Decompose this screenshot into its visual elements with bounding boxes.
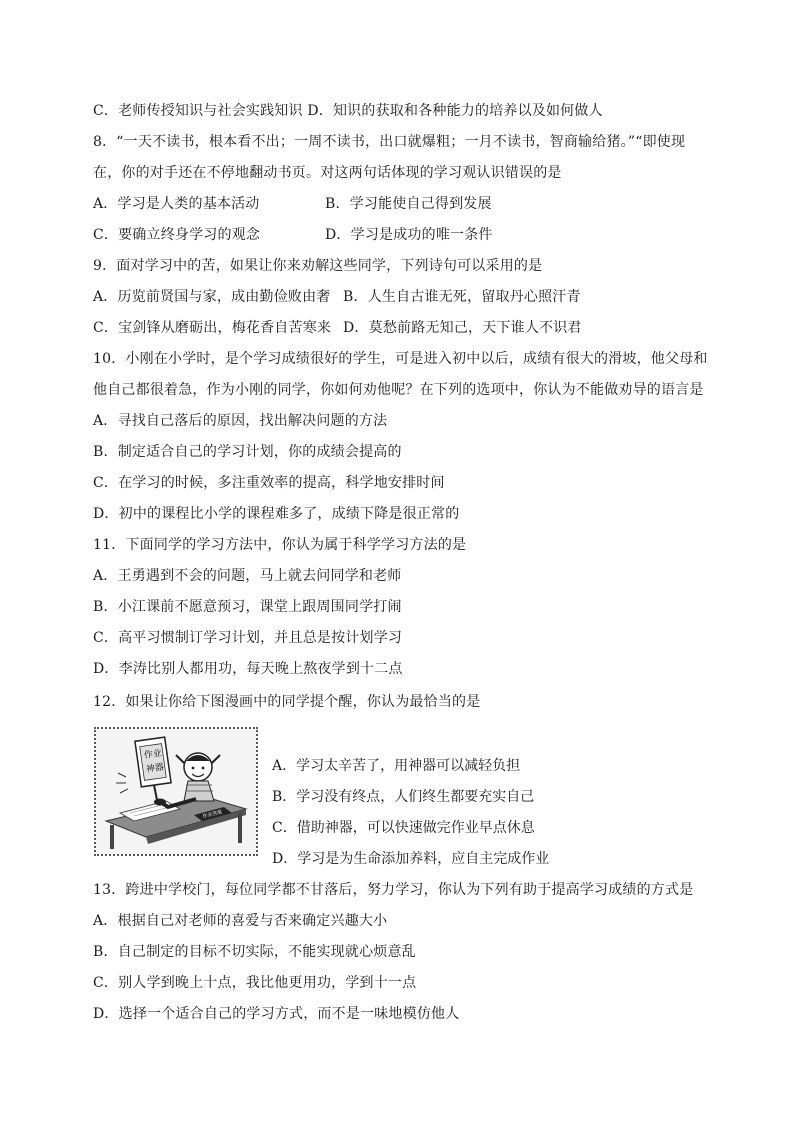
option-a: A．根据自己对老师的喜爱与否来确定兴趣大小	[93, 913, 388, 929]
option-c: C．宝剑锋从磨砺出，梅花香自苦寒来	[93, 320, 332, 336]
question-10-stem-line-1: 10．小刚在小学时，是个学习成绩很好的学生，可是进入初中以后，成绩有很大的滑坡，他父母和	[93, 351, 708, 367]
option-d: D．学习是成功的唯一条件	[325, 227, 493, 243]
option-a: A．学习是人类的基本活动	[93, 196, 260, 212]
question-9-options-row-1	[93, 287, 581, 307]
option-b: B．小江课前不愿意预习，课堂上跟周围同学打闹	[93, 599, 402, 615]
text-line: C．老师传授知识与社会实践知识 D．知识的获取和各种能力的培养以及如何做人	[93, 103, 603, 119]
cartoon-drawing	[96, 729, 256, 854]
option-c: C．在学习的时候，多注重效率的提高，科学地安排时间	[93, 475, 445, 491]
option-d: D．李涛比别人都用功，每天晚上熬夜学到十二点	[93, 661, 403, 677]
option-d: D．选择一个适合自己的学习方式，而不是一味地模仿他人	[93, 1006, 460, 1022]
book-label: 作业答案	[202, 809, 223, 820]
option-c: C．别人学到晚上十点，我比他更用功，学到十一点	[93, 975, 417, 991]
sign-label-line-1: 作业	[143, 748, 163, 762]
option-a: A．寻找自己落后的原因，找出解决问题的方法	[93, 413, 388, 429]
option-b: B．学习能使自己得到发展	[325, 196, 492, 212]
question-9-stem: 9．面对学习中的苦，如果让你来劝解这些同学，下列诗句可以采用的是	[93, 258, 543, 274]
question-8-stem-line-2: 在，你的对手还在不停地翻动书页。对这两句话体现的学习观认识错误的是	[93, 165, 562, 181]
option-a: A．历览前贤国与家，成由勤俭败由奢	[93, 289, 331, 305]
q12-option-a: A．学习太辛苦了，用神器可以减轻负担	[272, 758, 521, 774]
question-9-options-row-2	[93, 318, 582, 338]
option-c: C．要确立终身学习的观念	[93, 227, 261, 243]
cartoon-image	[94, 727, 258, 856]
option-d: D．莫愁前路无知己，天下谁人不识君	[343, 320, 582, 336]
question-13-stem: 13．跨进中学校门，每位同学都不甘落后，努力学习，你认为下列有助于提高学习成绩的方式是	[93, 882, 694, 898]
option-c: C．高平习惯制订学习计划，并且总是按计划学习	[93, 630, 403, 646]
option-d: D．初中的课程比小学的课程难多了，成绩下降是很正常的	[93, 506, 460, 522]
question-8-stem-line-1: 8．“一天不读书，根本看不出；一周不读书，出口就爆粗；一月不读书，智商输给猪。”“即使现	[93, 134, 686, 150]
question-12-stem: 12．如果让你给下图漫画中的同学提个醒，你认为最恰当的是	[93, 694, 481, 710]
q12-option-d: D．学习是为生命添加养料，应自主完成作业	[272, 851, 550, 867]
question-10-stem-line-2: 他自己都很着急，作为小刚的同学，你如何劝他呢？在下列的选项中，你认为不能做劝导的语言是	[93, 382, 704, 398]
option-a: A．王勇遇到不会的问题，马上就去问同学和老师	[93, 568, 402, 584]
question-8-options-row-1	[93, 194, 492, 214]
question-11-stem: 11．下面同学的学习方法中，你认为属于科学学习方法的是	[93, 537, 467, 553]
q12-option-b: B．学习没有终点，人们终生都要充实自己	[272, 789, 535, 805]
option-b: B．自己制定的目标不切实际，不能实现就心烦意乱	[93, 944, 416, 960]
question-8-options-row-2	[93, 225, 493, 245]
sign-label-line-2: 神器	[145, 762, 165, 775]
q12-option-c: C．借助神器，可以快速做完作业早点休息	[272, 820, 535, 836]
option-b: B．人生自古谁无死，留取丹心照汗青	[343, 289, 581, 305]
option-b: B．制定适合自己的学习计划，你的成绩会提高的	[93, 444, 402, 460]
